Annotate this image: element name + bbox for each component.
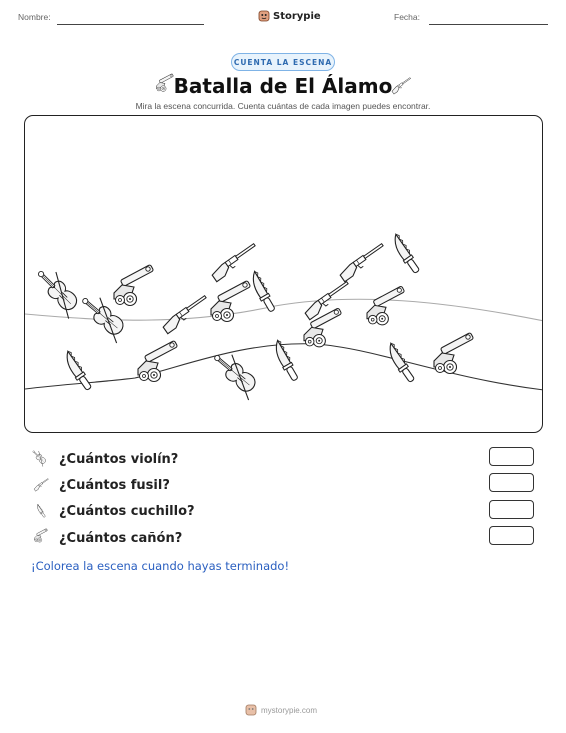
date-line[interactable] bbox=[429, 24, 548, 25]
answer-box-rifle[interactable] bbox=[489, 473, 534, 492]
scene-cannon-14 bbox=[211, 280, 251, 321]
rifle-title-icon bbox=[388, 73, 414, 99]
name-line[interactable] bbox=[57, 24, 204, 25]
scene-cannon-13 bbox=[114, 264, 154, 305]
scene-tag: CUENTA LA ESCENA bbox=[231, 53, 335, 71]
scene-frame bbox=[24, 115, 543, 433]
scene-cannon-18 bbox=[434, 332, 474, 373]
brand-name: Storypie bbox=[273, 10, 321, 22]
scene-rifle-4 bbox=[210, 243, 259, 282]
answer-box-cannon[interactable] bbox=[489, 526, 534, 545]
answer-box-violin[interactable] bbox=[489, 447, 534, 466]
question-rifle-label: ¿Cuántos fusil? bbox=[59, 477, 170, 493]
violin-icon bbox=[31, 449, 51, 469]
scene-violin-1 bbox=[31, 264, 86, 319]
question-knife-label: ¿Cuántos cuchillo? bbox=[59, 503, 195, 519]
knife-icon bbox=[31, 501, 51, 521]
scene-knife-8 bbox=[60, 350, 94, 392]
question-knife bbox=[31, 500, 195, 522]
scene-violin-3 bbox=[208, 347, 264, 400]
page-title: Batalla de El Álamo bbox=[173, 74, 393, 98]
question-rifle bbox=[31, 474, 170, 496]
color-instruction: ¡Colorea la escena cuando hayas terminado! bbox=[31, 559, 290, 573]
scene-canvas bbox=[25, 116, 543, 433]
question-violin bbox=[31, 448, 178, 470]
footer-url: mystorypie.com bbox=[261, 705, 318, 715]
storypie-logo-icon bbox=[258, 10, 270, 22]
name-label: Nombre: bbox=[18, 12, 51, 22]
question-cannon-label: ¿Cuántos cañón? bbox=[59, 530, 183, 546]
scene-knife-9 bbox=[247, 270, 278, 313]
footer bbox=[245, 704, 317, 716]
date-label: Fecha: bbox=[394, 12, 420, 22]
answer-box-knife[interactable] bbox=[489, 500, 534, 519]
brand-logo bbox=[258, 10, 321, 22]
question-violin-label: ¿Cuántos violín? bbox=[59, 451, 179, 467]
question-cannon bbox=[31, 527, 182, 549]
cannon-icon bbox=[31, 528, 51, 548]
scene-cannon-17 bbox=[367, 286, 405, 325]
storypie-footer-icon bbox=[245, 704, 257, 716]
rifle-icon bbox=[31, 475, 51, 495]
scene-rifle-7 bbox=[338, 243, 387, 282]
scene-knife-10 bbox=[270, 339, 301, 382]
scene-rifle-5 bbox=[161, 295, 210, 334]
scene-knife-11 bbox=[388, 233, 422, 275]
scene-cannon-15 bbox=[138, 340, 178, 381]
instructions: Mira la escena concurrida. Cuenta cuántas de cada imagen puedes encontrar. bbox=[135, 101, 431, 111]
